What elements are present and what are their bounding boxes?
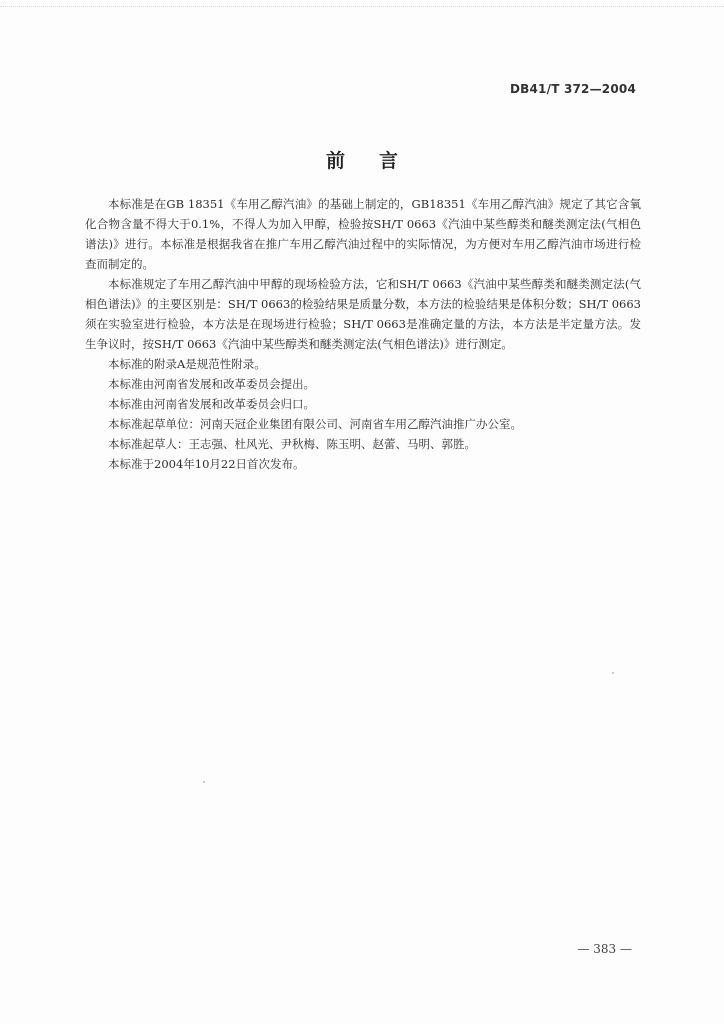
- paragraph-release-date: 本标准于2004年10月22日首次发布。: [108, 457, 305, 471]
- paragraph-appendix: 本标准的附录A是规范性附录。: [108, 357, 266, 371]
- standard-code: DB41/T 372—2004: [510, 82, 636, 96]
- paragraph-basis: 本标准是在GB 18351《车用乙醇汽油》的基础上制定的，GB18351《车用乙醇汽油》规定了其它含氧化合物含量不得大于0.1%，不得人为加入甲醇，检验按SH/T 0663《汽油中某些醇类和醚类测定法(气相色谱法)》进行。本标准是根据我省在推广车用乙醇汽油过程中的实际情况，为方便对车用乙醇汽油市场进行检查而制定的。: [85, 197, 641, 271]
- paragraph-method-difference: 本标准规定了车用乙醇汽油中甲醇的现场检验方法，它和SH/T 0663《汽油中某些醇类和醚类测定法(气相色谱法)》的主要区别是：SH/T 0663的检验结果是质量分数，本方法的检验结果是体积分数；SH/T 0663须在实验室进行检验，本方法是在现场进行检验；SH/T 0663是准确定量的方法，本方法是半定量方法。发生争议时，按SH/T 0663《汽油中某些醇类和醚类测定法(气相色谱法)》进行测定。: [85, 277, 641, 351]
- paragraph-administrator: 本标准由河南省发展和改革委员会归口。: [108, 397, 315, 411]
- scan-speck: [612, 672, 614, 674]
- page-title: 前言: [325, 150, 432, 172]
- foreword-body: [85, 194, 641, 474]
- paragraph-drafters: 本标准起草人：王志强、杜风光、尹秋梅、陈玉明、赵蕾、马明、郭胜。: [108, 437, 476, 451]
- paragraph-proposer: 本标准由河南省发展和改革委员会提出。: [108, 377, 315, 391]
- page-number: — 383 —: [577, 942, 632, 956]
- scan-speck: [203, 781, 205, 783]
- paragraph-drafting-units: 本标准起草单位：河南天冠企业集团有限公司、河南省车用乙醇汽油推广办公室。: [108, 417, 522, 431]
- scan-edge-line: [0, 6, 724, 9]
